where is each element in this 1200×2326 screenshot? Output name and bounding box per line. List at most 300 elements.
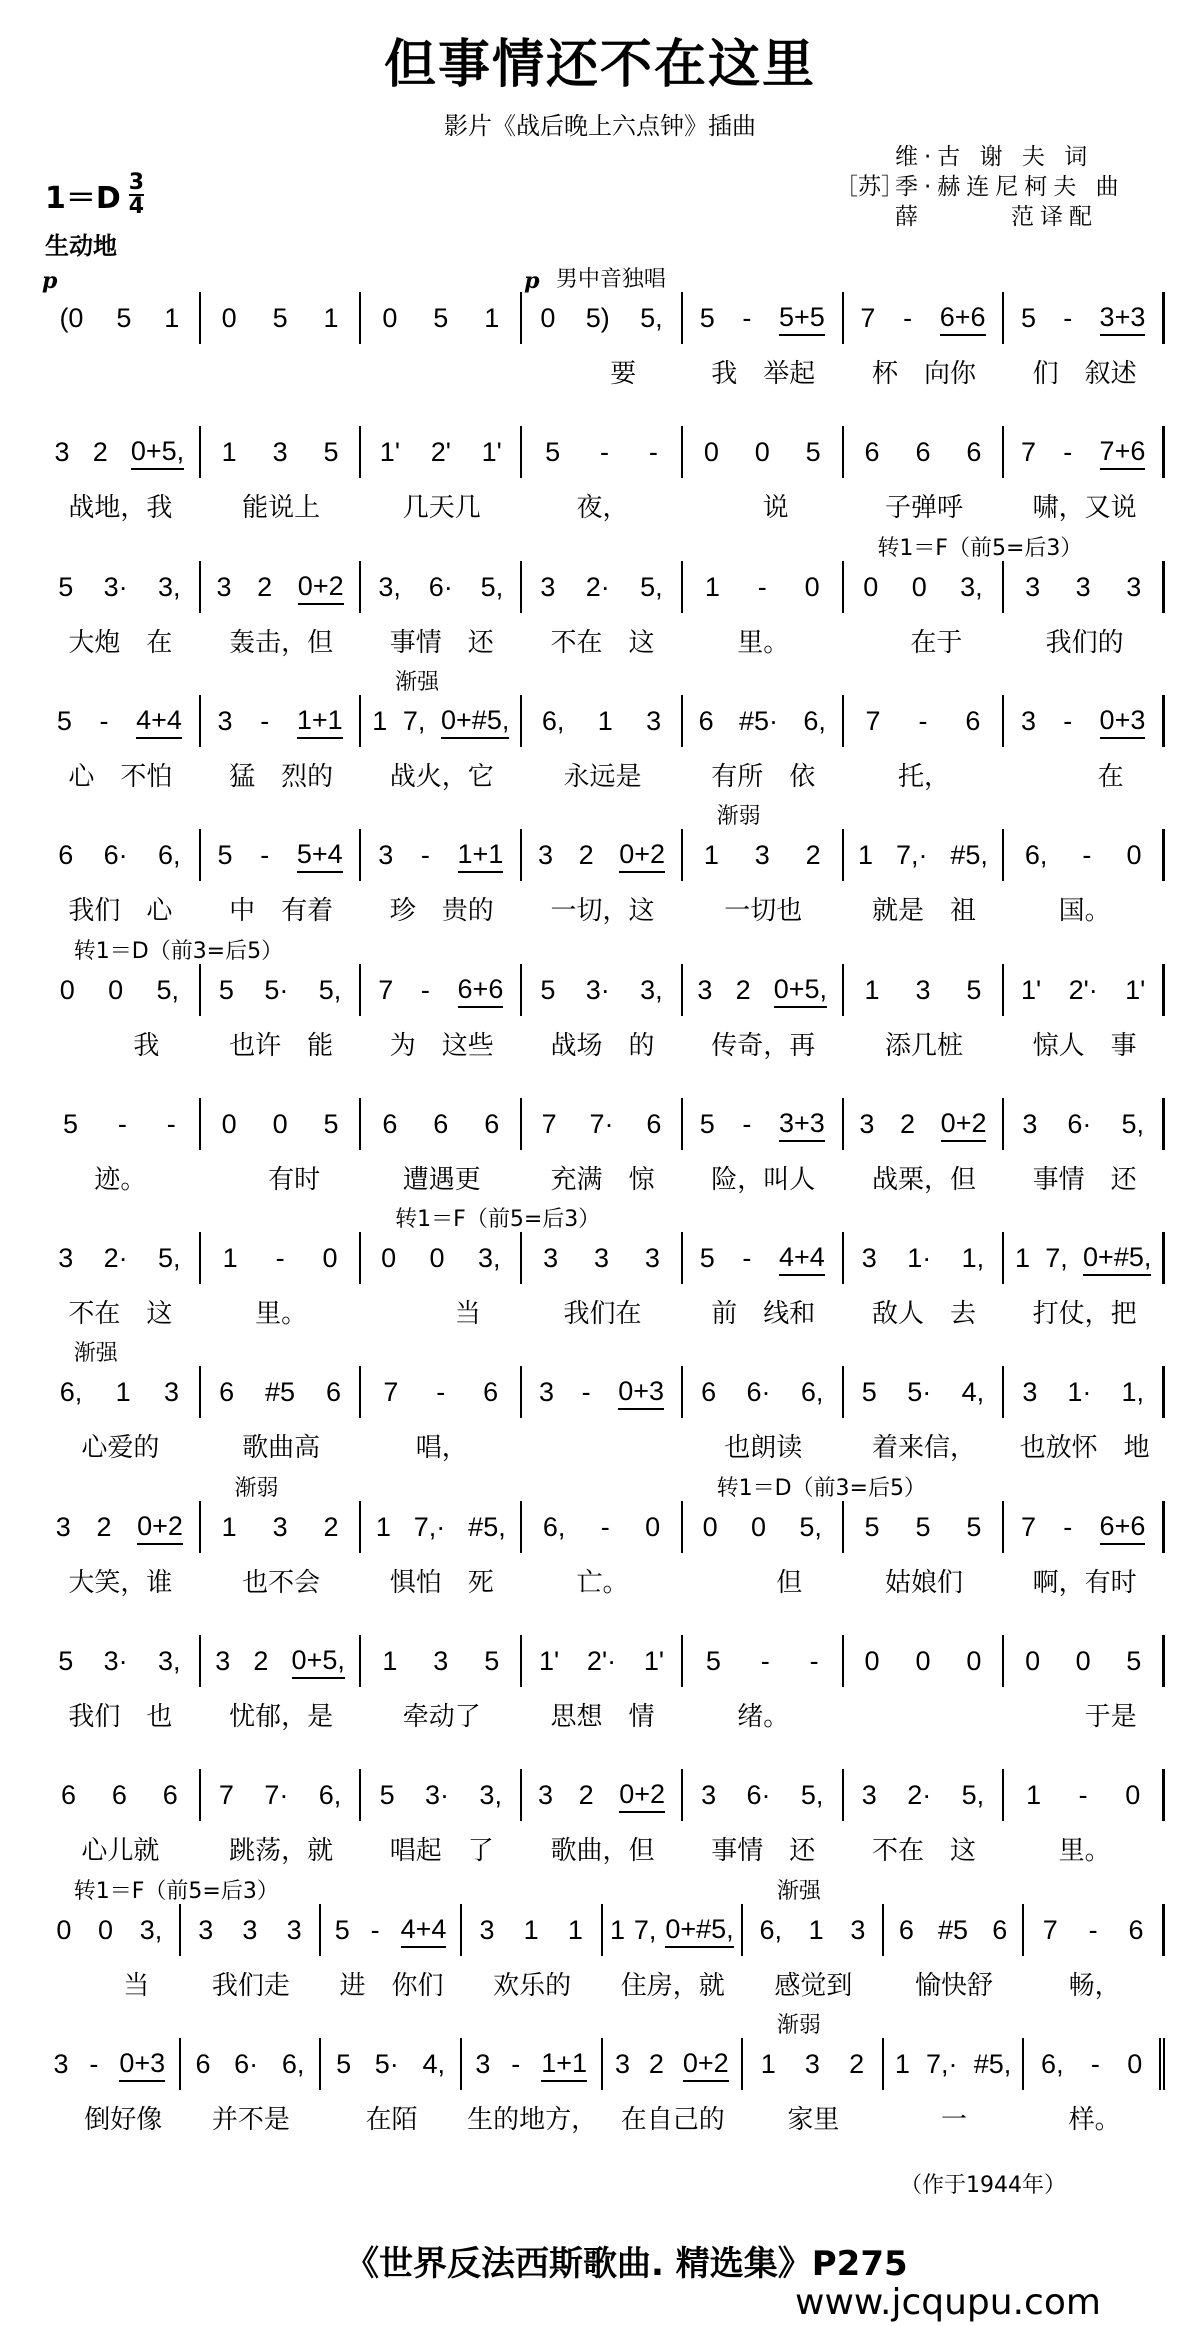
measure [683, 1232, 844, 1332]
measure [522, 561, 683, 661]
note: 3 [594, 1243, 610, 1274]
measure [844, 1232, 1005, 1332]
note: 5 [336, 2048, 352, 2079]
note: 0 [804, 571, 820, 602]
note: - [117, 1108, 127, 1139]
measure-notes [844, 695, 1005, 747]
note: 2 [92, 437, 108, 468]
note: 5) [585, 303, 610, 333]
note: 0 [702, 1511, 718, 1542]
note: 6, [281, 2048, 305, 2079]
measure-notes [201, 292, 362, 344]
lyric-text: 家里 [787, 2104, 840, 2135]
measure-notes [1004, 426, 1165, 478]
lyric-text: 一切也 [724, 896, 803, 927]
note: 6· [746, 1780, 771, 1811]
note: 1 [323, 303, 339, 333]
note: 1· [1067, 1377, 1092, 1408]
measure-notes [522, 561, 683, 613]
note: 6 [966, 437, 982, 468]
lyric-text: 当 [71, 1970, 150, 2001]
measure-notes [1004, 829, 1165, 881]
measure-notes [844, 292, 1005, 344]
measure-row [40, 829, 1165, 929]
measure-notes [40, 964, 201, 1016]
note: - [1063, 437, 1073, 468]
measure [201, 1366, 362, 1466]
score-annotation: 渐弱 [776, 2012, 821, 2038]
measure [522, 829, 683, 929]
measure [361, 292, 522, 392]
note: 0 [56, 1914, 72, 1945]
note: 3 [378, 840, 394, 871]
note: 0 [754, 437, 770, 468]
measure [683, 695, 844, 795]
measure-notes [1004, 964, 1165, 1016]
note: - [1063, 303, 1073, 333]
annotation-row [40, 2008, 1165, 2038]
lyric-text: 住房，就 [620, 1970, 725, 2001]
measure [522, 1098, 683, 1198]
note: 3 [242, 1914, 258, 1945]
measure [683, 1635, 844, 1735]
measure-notes [40, 292, 201, 344]
annotation-row [40, 1471, 1165, 1501]
note: 3, [960, 571, 983, 602]
score-system [40, 2008, 1165, 2138]
measure-notes [844, 964, 1005, 1016]
measure-notes [1004, 695, 1165, 747]
note: 3 [433, 1646, 449, 1676]
note: 1 [858, 840, 874, 871]
measure [603, 1904, 744, 2004]
note: 3 [217, 705, 233, 736]
score-system [40, 1874, 1165, 2004]
note: 1 [1014, 1243, 1030, 1274]
measure-notes [361, 1098, 522, 1150]
annotation-row [40, 1202, 1165, 1232]
note: 1' [643, 1646, 664, 1676]
measure-notes [683, 292, 844, 344]
note: 1 [375, 1511, 391, 1542]
measure [1004, 695, 1165, 795]
measure-notes [1004, 1635, 1165, 1687]
note: 2 [578, 1780, 594, 1811]
annotation-row [40, 665, 1165, 695]
note: 3 [644, 1243, 660, 1274]
lyric-text [361, 356, 522, 392]
measure [1004, 292, 1165, 392]
score-system [40, 934, 1165, 1064]
measure [40, 1501, 201, 1601]
note: 2 [849, 2048, 865, 2079]
note: 4, [422, 2048, 445, 2079]
lyric-text: 跳荡，就 [229, 1836, 334, 1867]
note: 7,· [926, 2048, 958, 2079]
note: 3 [915, 974, 931, 1005]
lyric-text: 在 [1045, 761, 1124, 792]
measure-notes [40, 2038, 181, 2090]
measure-notes [201, 1769, 362, 1821]
note: - [903, 303, 913, 333]
lyric-text: 思想 情 [550, 1702, 655, 1732]
measure-notes [40, 426, 201, 478]
annotation-row [40, 1068, 1165, 1098]
annotation-row [40, 1605, 1165, 1635]
note: 5, [961, 1780, 985, 1811]
note: 6, [59, 1377, 83, 1408]
note: 5 [705, 1646, 721, 1676]
lyric-text: 战火，它 [389, 761, 494, 792]
measure [361, 829, 522, 929]
note: - [757, 571, 767, 602]
credit-lyricist: 维·古 谢 夫 词 [895, 144, 1094, 170]
note: 3 [1075, 571, 1091, 602]
note: 6 [433, 1108, 449, 1139]
note: 5 [272, 303, 288, 333]
measure [462, 2038, 603, 2138]
measure [361, 1769, 522, 1869]
measure-notes [1004, 1232, 1165, 1284]
lyric-text: 战地，我 [68, 493, 173, 524]
measure-notes [201, 561, 362, 613]
measure [201, 1635, 362, 1735]
note: #5, [468, 1511, 506, 1542]
note: 3 [697, 974, 713, 1005]
beamed-note-group: 5+4 [297, 837, 343, 873]
beamed-note-group: 5+5 [779, 300, 825, 336]
note: 7 [1020, 1511, 1036, 1542]
song-title: 但事情还不在这里 [383, 35, 816, 95]
measure-row [40, 1904, 1165, 2004]
measure-notes [844, 1366, 1005, 1418]
note: 0 [966, 1646, 982, 1676]
note: 4, [961, 1377, 985, 1408]
note: 1 [808, 1914, 824, 1945]
measure [522, 695, 683, 795]
measure-notes [522, 695, 683, 747]
note: 6, [318, 1780, 342, 1811]
score-system [40, 1336, 1165, 1466]
note: - [600, 1511, 610, 1542]
lyric-text: 永远是 [563, 761, 642, 792]
beamed-note-group: 0+3 [119, 2046, 165, 2082]
measure-notes [361, 1769, 522, 1821]
score-annotation: 男中音独唱 [555, 267, 666, 292]
lyric-text: 我们 心 [68, 896, 173, 927]
score-system [40, 1471, 1165, 1601]
measure-notes [40, 1635, 201, 1687]
measure [603, 2038, 744, 2138]
note: 6, [800, 1377, 824, 1408]
note: 3 [1022, 1108, 1038, 1139]
note: 3· [425, 1780, 450, 1811]
lyric-text: 我 举起 [711, 359, 816, 389]
note: 1 [222, 1243, 238, 1274]
measure-row [40, 964, 1165, 1064]
note: 0 [1075, 1646, 1091, 1676]
note: 1 [894, 2048, 910, 2079]
note: 5, [480, 571, 504, 602]
note: 3, [640, 974, 663, 1005]
measure [1004, 1769, 1165, 1869]
score-system [40, 262, 1165, 392]
note: - [370, 1914, 380, 1945]
annotation-row [40, 396, 1165, 426]
note: 1' [481, 437, 502, 468]
note: 7 [1020, 437, 1036, 468]
lyric-text: 感觉到 [774, 1970, 853, 2001]
measure [522, 426, 683, 526]
note: - [1088, 1914, 1098, 1945]
note: 1 [703, 840, 719, 871]
measure [1004, 1635, 1165, 1735]
note: 1, [1121, 1377, 1144, 1408]
lyric-text: 在于 [885, 627, 963, 658]
measure [201, 1098, 362, 1198]
note: #5 [265, 1377, 296, 1408]
lyric-text: 啊，有时 [1032, 1567, 1137, 1598]
note: 0 [645, 1511, 661, 1542]
measure-notes [361, 426, 522, 478]
measure-notes [683, 561, 844, 613]
lyric-text: 心 不怕 [68, 761, 173, 792]
lyric-text: 我们走 [211, 1970, 290, 2001]
measure-notes [462, 1904, 603, 1956]
score-annotation: 转1＝F（前5=后3） [73, 1878, 279, 1904]
measure-notes [1004, 292, 1165, 344]
measure-notes [40, 1501, 201, 1553]
note: 7, [402, 705, 426, 736]
measure [844, 964, 1005, 1064]
note: 3 [164, 1377, 180, 1408]
score-annotation: 渐弱 [234, 1475, 279, 1501]
lyric-text: 不在 这 [871, 1836, 976, 1867]
note: 3, [477, 1243, 501, 1274]
measure [40, 1232, 201, 1332]
score-system [40, 531, 1165, 661]
note: 7 [541, 1108, 557, 1139]
measure-notes [321, 2038, 462, 2090]
note: 1 [372, 705, 388, 736]
note: 5 [805, 437, 821, 468]
measure-notes [201, 1501, 362, 1553]
lyric-text: 大炮 在 [68, 627, 173, 658]
measure-notes [522, 1232, 683, 1284]
note: 5 [864, 1511, 880, 1542]
note: 3 [861, 1780, 877, 1811]
beamed-note-group: 6+6 [1100, 1509, 1146, 1545]
measure [361, 1501, 522, 1601]
score-annotation: 转1＝F（前5=后3） [395, 1207, 601, 1233]
measure-notes [844, 1232, 1005, 1284]
beamed-note-group: 4+4 [136, 703, 182, 739]
note: 2 [257, 571, 273, 602]
measure-notes [321, 1904, 462, 1956]
composition-date: （作于1944年） [900, 2173, 1066, 2198]
measure [683, 1098, 844, 1198]
annotation-row [40, 1739, 1165, 1769]
score-annotation: 转1＝F（前5=后3） [877, 535, 1083, 561]
note: 6 [58, 840, 74, 871]
key-signature [45, 172, 144, 218]
measure-notes [201, 1098, 362, 1150]
note: - [420, 974, 430, 1005]
lyric-text: 们 叙述 [1032, 359, 1137, 389]
measure-notes [683, 964, 844, 1016]
lyric-text: 畅， [1068, 1970, 1121, 2001]
note: 2 [578, 840, 594, 871]
note: 3 [198, 1914, 214, 1945]
measure-notes [462, 2038, 603, 2090]
note: - [436, 1377, 446, 1408]
note: (0 [59, 303, 84, 333]
score-annotation: 渐弱 [716, 804, 761, 830]
measure [743, 1904, 884, 2004]
note: 5 [699, 1108, 715, 1139]
measure [522, 1501, 683, 1601]
note: 6 [915, 437, 931, 468]
beamed-note-group: 0+5, [774, 972, 827, 1008]
note: 2'· [1068, 974, 1098, 1005]
note: 3 [538, 1377, 554, 1408]
lyric-text: 有所 依 [711, 761, 816, 792]
note: 7, [1045, 1243, 1068, 1274]
note: 3 [754, 840, 770, 871]
note: 3, [157, 571, 181, 602]
note: 3 [804, 2048, 820, 2079]
measure-notes [361, 1635, 522, 1687]
note: - [1082, 840, 1092, 871]
note: 6 [1128, 1914, 1144, 1945]
measure-notes [40, 1232, 201, 1284]
note: 6, [157, 840, 181, 871]
beamed-note-group: 1+1 [297, 703, 343, 739]
lyric-text: 不在 这 [550, 627, 655, 658]
note: 6· [103, 840, 128, 871]
lyric-text: 当 [402, 1299, 481, 1330]
annotation-row [40, 799, 1165, 829]
lyric-text: 唱起 了 [389, 1836, 494, 1867]
lyric-text: 几天几 [402, 493, 481, 524]
note: 0 [915, 1646, 931, 1676]
note: - [742, 1108, 752, 1139]
note: #5, [950, 840, 988, 871]
note: 3· [103, 1646, 128, 1676]
note: 6 [162, 1780, 178, 1811]
measure [40, 561, 201, 661]
note: 6 [646, 1108, 662, 1139]
note: 1 [864, 974, 880, 1005]
note: 2' [430, 437, 451, 468]
measure [683, 1366, 844, 1466]
note: 6 [898, 1914, 914, 1945]
lyric-text: 我 [81, 1030, 160, 1061]
note: 5, [640, 303, 663, 333]
note: 6, [541, 705, 565, 736]
lyric-text: 事情 还 [711, 1836, 816, 1867]
beamed-note-group: 0+2 [619, 1777, 665, 1813]
note: 5 [699, 1243, 715, 1274]
score-annotation: 渐强 [395, 669, 440, 695]
note: 2 [735, 974, 751, 1005]
measure-row [40, 1098, 1165, 1198]
measure-notes [1024, 2038, 1165, 2090]
lyric-text: 我们 也 [68, 1702, 173, 1732]
measure [40, 695, 201, 795]
note: 5, [1121, 1108, 1144, 1139]
lyric-text: 就是 祖 [871, 896, 976, 927]
lyric-text [844, 1699, 1005, 1735]
measure-row [40, 1366, 1165, 1466]
measure [181, 2038, 322, 2138]
lyric-text: 也朗读 [724, 1433, 803, 1464]
note: 3 [537, 840, 553, 871]
annotation-row [40, 1874, 1165, 1904]
note: 6 [382, 1108, 398, 1139]
lyric-text: 在自己的 [620, 2104, 725, 2135]
note: 0 [108, 974, 124, 1005]
measure [40, 1635, 201, 1735]
measure [683, 292, 844, 392]
note: 1' [1125, 974, 1146, 1005]
note: - [809, 1646, 819, 1676]
note: 5 [379, 1780, 395, 1811]
measure-notes [844, 1769, 1005, 1821]
measure [40, 1098, 201, 1198]
measure [522, 964, 683, 1064]
lyric-text: 歌曲高 [242, 1433, 321, 1464]
dynamic-marking: p [524, 268, 540, 294]
measure-notes [40, 695, 201, 747]
lyric-text: 事情 还 [389, 627, 494, 658]
note: - [760, 1646, 770, 1676]
measure-notes [522, 964, 683, 1016]
lyric-text [201, 356, 362, 392]
note: 7 [865, 705, 881, 736]
lyric-text: 杯 向你 [871, 359, 976, 389]
note: 5 [699, 303, 715, 333]
note: 3 [543, 1243, 559, 1274]
measure [40, 2038, 181, 2138]
measure [201, 695, 362, 795]
lyric-text: 姑娘们 [884, 1567, 963, 1598]
lyric-text: 迹。 [94, 1164, 147, 1195]
measure [321, 1904, 462, 2004]
measure [683, 1501, 844, 1601]
lyric-text: 事情 还 [1032, 1164, 1137, 1195]
measure-notes [522, 1501, 683, 1553]
note: 3, [157, 1646, 181, 1676]
lyric-text: 不在 这 [68, 1299, 173, 1330]
score-system [40, 799, 1165, 929]
note: 2'· [586, 1646, 617, 1676]
measure-notes [40, 1098, 201, 1150]
measure [1004, 964, 1165, 1064]
lyric-text: 我们在 [563, 1299, 642, 1330]
note: 5 [62, 1108, 78, 1139]
note: 5 [433, 303, 449, 333]
measure-notes [361, 829, 522, 881]
note: 5 [545, 437, 561, 468]
note: 0 [1025, 1646, 1041, 1676]
beamed-note-group: 3+3 [1100, 300, 1146, 336]
measure [743, 2038, 884, 2138]
dynamic-marking: p [42, 268, 58, 294]
measure [361, 1635, 522, 1735]
note: 5 [56, 705, 72, 736]
measure-notes [201, 1635, 362, 1687]
